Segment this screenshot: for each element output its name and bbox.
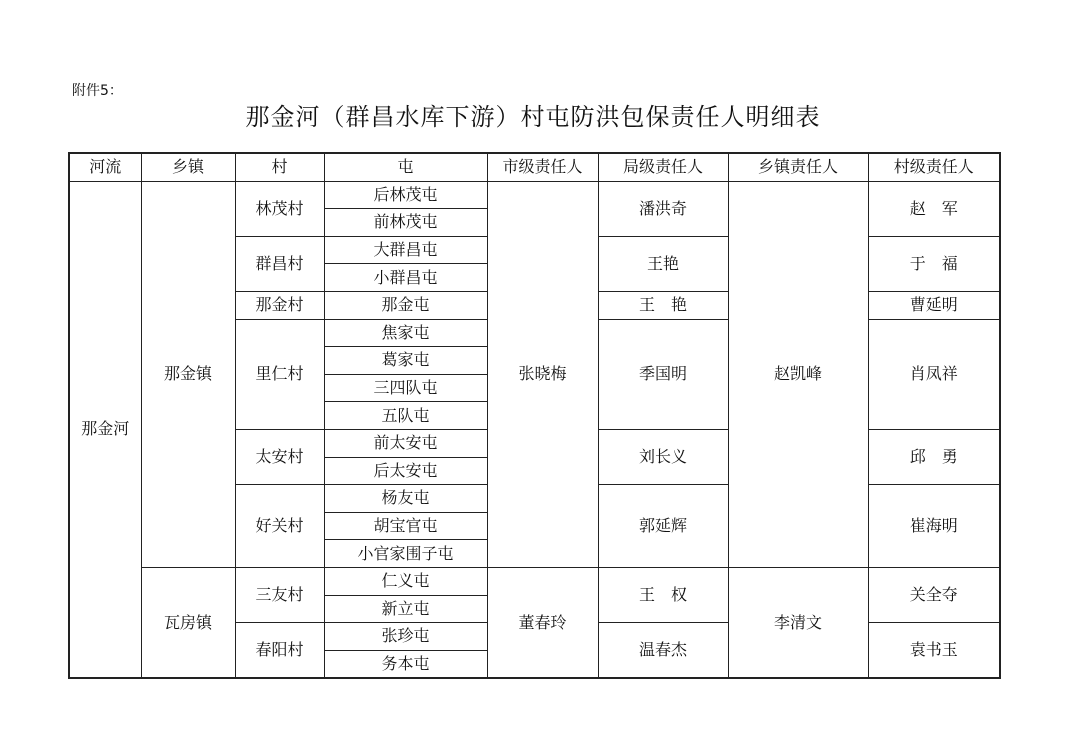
village-cell: 好关村 (235, 485, 324, 568)
responsibility-table (68, 152, 1001, 679)
tun-cell: 小群昌屯 (324, 264, 487, 292)
village-leader-cell: 赵 军 (868, 181, 1000, 236)
town-leader-cell: 赵凯峰 (728, 181, 868, 567)
tun-cell: 张珍屯 (324, 623, 487, 651)
table-row (69, 181, 1000, 209)
village-cell: 太安村 (235, 429, 324, 484)
town-cell: 瓦房镇 (141, 567, 235, 678)
tun-cell: 三四队屯 (324, 374, 487, 402)
village-leader-cell: 关全夺 (868, 567, 1000, 622)
attachment-label: 附件5： (72, 83, 123, 99)
river-cell: 那金河 (69, 181, 141, 678)
table-row (69, 567, 1000, 595)
header-cell: 局级责任人 (598, 153, 728, 181)
tun-cell: 前太安屯 (324, 429, 487, 457)
tun-cell: 那金屯 (324, 291, 487, 319)
tun-cell: 焦家屯 (324, 319, 487, 347)
header-cell: 屯 (324, 153, 487, 181)
village-cell: 群昌村 (235, 236, 324, 291)
header-row (69, 153, 1000, 181)
bureau-leader-cell: 王艳 (598, 236, 728, 291)
tun-cell: 大群昌屯 (324, 236, 487, 264)
tun-cell: 后太安屯 (324, 457, 487, 485)
header-cell: 乡镇责任人 (728, 153, 868, 181)
bureau-leader-cell: 王 艳 (598, 291, 728, 319)
tun-cell: 前林茂屯 (324, 209, 487, 237)
village-leader-cell: 袁书玉 (868, 623, 1000, 679)
tun-cell: 新立屯 (324, 595, 487, 623)
town-leader-cell: 李清文 (728, 567, 868, 678)
village-cell: 林茂村 (235, 181, 324, 236)
village-leader-cell: 邱 勇 (868, 429, 1000, 484)
tun-cell: 葛家屯 (324, 347, 487, 375)
village-leader-cell: 崔海明 (868, 485, 1000, 568)
city-leader-cell: 董春玲 (487, 567, 598, 678)
town-cell: 那金镇 (141, 181, 235, 567)
bureau-leader-cell: 潘洪奇 (598, 181, 728, 236)
village-cell: 里仁村 (235, 319, 324, 429)
village-cell: 那金村 (235, 291, 324, 319)
village-leader-cell: 于 福 (868, 236, 1000, 291)
header-cell: 河流 (69, 153, 141, 181)
page-title: 那金河（群昌水库下游）村屯防洪包保责任人明细表 (245, 103, 821, 131)
bureau-leader-cell: 刘长义 (598, 429, 728, 484)
tun-cell: 小官家围子屯 (324, 540, 487, 568)
bureau-leader-cell: 温春杰 (598, 623, 728, 679)
tun-cell: 胡宝官屯 (324, 512, 487, 540)
tun-cell: 五队屯 (324, 402, 487, 430)
tun-cell: 务本屯 (324, 650, 487, 678)
village-leader-cell: 曹延明 (868, 291, 1000, 319)
tun-cell: 杨友屯 (324, 485, 487, 513)
village-cell: 三友村 (235, 567, 324, 622)
village-cell: 春阳村 (235, 623, 324, 679)
city-leader-cell: 张晓梅 (487, 181, 598, 567)
bureau-leader-cell: 季国明 (598, 319, 728, 429)
village-leader-cell: 肖凤祥 (868, 319, 1000, 429)
header-cell: 乡镇 (141, 153, 235, 181)
tun-cell: 后林茂屯 (324, 181, 487, 209)
bureau-leader-cell: 郭延辉 (598, 485, 728, 568)
bureau-leader-cell: 王 权 (598, 567, 728, 622)
tun-cell: 仁义屯 (324, 567, 487, 595)
header-cell: 村级责任人 (868, 153, 1000, 181)
header-cell: 市级责任人 (487, 153, 598, 181)
header-cell: 村 (235, 153, 324, 181)
